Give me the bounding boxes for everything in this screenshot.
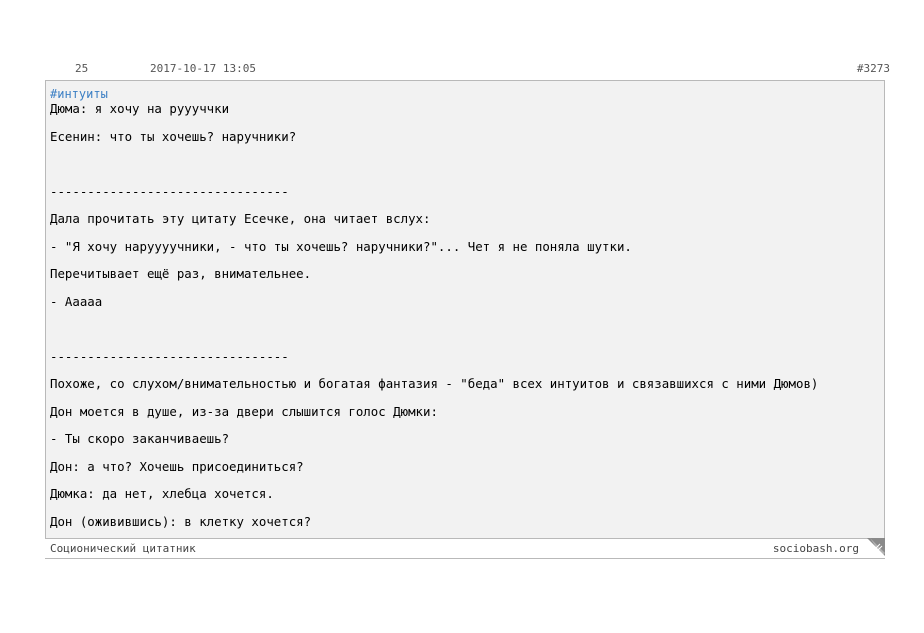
quote-line <box>50 322 880 350</box>
quote-tag-link[interactable]: #интуиты <box>50 87 108 101</box>
quote-line: Есенин: что ты хочешь? наручники? <box>50 128 297 144</box>
quote-line: Дон (оживившись): в клетку хочется? <box>50 513 312 529</box>
quote-date: 2017-10-17 13:05 <box>150 62 256 75</box>
quote-line <box>50 157 880 185</box>
quote-line: - Ты скоро заканчиваешь? <box>50 431 230 446</box>
quote-line: Дон моется в душе, из-за двери слышится голос Дюмки: <box>50 403 438 419</box>
quote-text <box>50 102 880 542</box>
quote-line: - "Я хочу наруууучники, - что ты хочешь? наручники?"... Чет я не поняла шутки. <box>50 238 632 254</box>
site-name: Соционический цитатник <box>50 542 196 555</box>
quote-line: - Ааааа <box>50 293 103 309</box>
quote-line: Дала прочитать эту цитату Есечке, она читает вслух: <box>50 211 431 226</box>
quote-meta <box>44 62 890 78</box>
quote-line: Дюмка: да нет, хлебца хочется. <box>50 486 274 501</box>
quote-line: Дюма: я хочу на руууччки <box>50 101 230 116</box>
site-footer <box>45 539 885 559</box>
quote-body <box>45 80 885 539</box>
quote-id-link[interactable]: #3273 <box>856 62 890 75</box>
quote-line: Дон: а что? Хочешь присоединиться? <box>50 458 304 474</box>
quote-rating: 25 <box>75 62 89 75</box>
quote-line: Похоже, со слухом/внимательностью и богатая фантазия - "беда" всех интуитов и связавшихся с ними Дюмов) <box>50 376 819 391</box>
site-url: sociobash.org <box>772 542 859 555</box>
quote-line: -------------------------------- <box>50 348 289 364</box>
quote-line: Перечитывает ещё раз, внимательнее. <box>50 266 312 281</box>
quote-line: -------------------------------- <box>50 183 289 199</box>
folded-corner-icon <box>867 538 885 556</box>
